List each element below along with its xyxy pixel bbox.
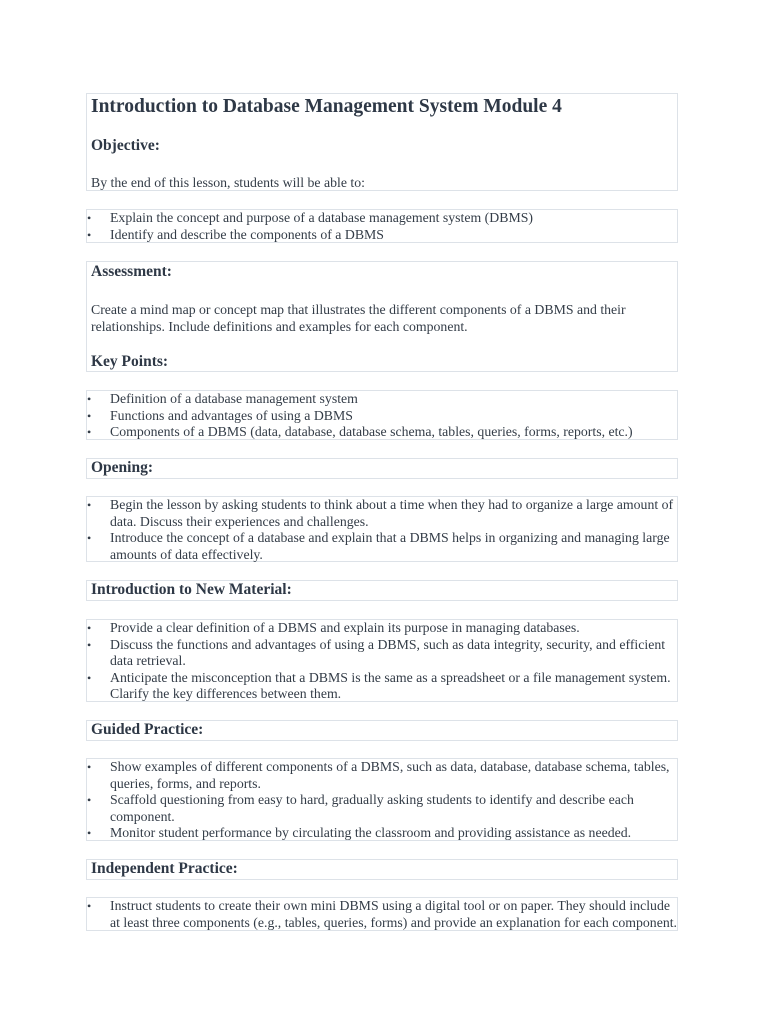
list-item: • Introduce the concept of a database and explain that a DBMS helps in organizing and managing large amounts of data effectively.: [87, 530, 677, 563]
list-item: • Discuss the functions and advantages of using a DBMS, such as data integrity, security, and efficient data retrieval.: [87, 637, 677, 670]
opening-list: [87, 497, 677, 563]
opening-heading-box: [86, 458, 678, 479]
assessment-text: Create a mind map or concept map that illustrates the different components of a DBMS and their relationships. Include definitions and examples for each component.: [91, 302, 626, 334]
new-material-list-box: [86, 619, 678, 702]
list-item: • Functions and advantages of using a DBMS: [87, 408, 677, 425]
list-item: • Scaffold questioning from easy to hard, gradually asking students to identify and describe each component.: [87, 792, 677, 825]
guided-practice-list: [87, 759, 677, 842]
objective-section: [86, 93, 678, 191]
key-points-heading: Key Points:: [91, 353, 169, 370]
guided-practice-heading-box: [86, 720, 678, 741]
list-item: • Monitor student performance by circulating the classroom and providing assistance as needed.: [87, 825, 677, 842]
objective-list-box: [86, 209, 678, 243]
list-item: • Instruct students to create their own mini DBMS using a digital tool or on paper. They should include at least three components (e.g., tables, queries, forms) and provide an explanation for each component.: [87, 898, 677, 931]
new-material-heading: Introduction to New Material:: [91, 581, 292, 598]
assessment-section: [86, 261, 678, 372]
objective-list: [87, 210, 677, 243]
opening-list-box: [86, 496, 678, 562]
list-item: • Explain the concept and purpose of a database management system (DBMS): [87, 210, 677, 227]
guided-practice-heading: Guided Practice:: [91, 721, 204, 738]
opening-heading: Opening:: [91, 459, 154, 476]
list-item: • Definition of a database management system: [87, 391, 677, 408]
assessment-heading: Assessment:: [91, 263, 172, 280]
document-title: Introduction to Database Management System Module 4: [91, 96, 562, 117]
list-item: • Identify and describe the components of a DBMS: [87, 227, 677, 244]
list-item: • Anticipate the misconception that a DBMS is the same as a spreadsheet or a file management system. Clarify the key differences between them.: [87, 670, 677, 703]
key-points-list: [87, 391, 677, 441]
list-item: • Show examples of different components of a DBMS, such as data, database, database schema, tables, queries, forms, and reports.: [87, 759, 677, 792]
objective-heading: Objective:: [91, 137, 160, 154]
list-item: • Begin the lesson by asking students to think about a time when they had to organize a large amount of data. Discuss their experiences and challenges.: [87, 497, 677, 530]
list-item: • Provide a clear definition of a DBMS and explain its purpose in managing databases.: [87, 620, 677, 637]
independent-practice-list-box: [86, 897, 678, 931]
objective-intro: By the end of this lesson, students will be able to:: [91, 175, 365, 190]
key-points-list-box: [86, 390, 678, 440]
independent-practice-heading: Independent Practice:: [91, 860, 238, 877]
independent-practice-heading-box: [86, 859, 678, 880]
new-material-heading-box: [86, 580, 678, 601]
independent-practice-list: [87, 898, 677, 931]
guided-practice-list-box: [86, 758, 678, 841]
list-item: • Components of a DBMS (data, database, database schema, tables, queries, forms, reports, etc.): [87, 424, 677, 441]
new-material-list: [87, 620, 677, 703]
